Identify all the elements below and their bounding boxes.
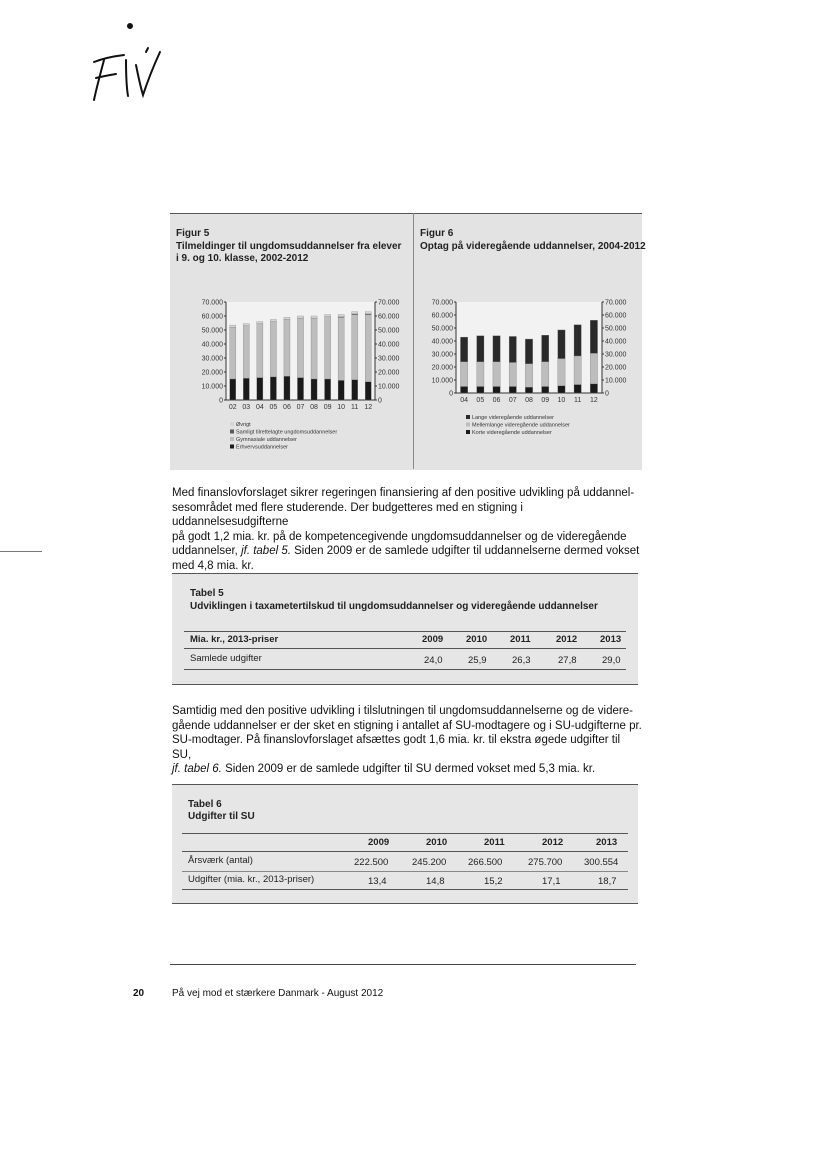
bar-segment (493, 362, 500, 387)
x-tick-label: 04 (255, 404, 264, 411)
y-tick-label-left: 60.000 (431, 312, 453, 320)
bar-segment (574, 325, 581, 356)
paragraph-2-line: Samtidig med den positive udvikling i tilslutningen til ungdomsuddannelserne og de videre- (172, 705, 633, 717)
y-tick-label-right: 40.000 (378, 341, 400, 349)
figure-6-title: Optag på videregående uddannelser, 2004-2012 (420, 241, 646, 252)
table-6-row-label: Udgifter (mia. kr., 2013-priser) (188, 874, 315, 885)
legend-label: Korte videregående uddannelser (472, 430, 552, 436)
bar-segment (311, 318, 317, 379)
bar-segment (243, 324, 249, 326)
paragraph-1-text: Siden 2009 er de samlede udgifter til uddannelserne dermed vokset (290, 545, 640, 557)
bar-segment (230, 379, 236, 400)
handwritten-initials (86, 20, 176, 110)
x-tick-label: 05 (476, 397, 485, 404)
paragraph-2-line: SU-modtager. På finanslovforslaget afsættes godt 1,6 mia. kr. til ekstra øgede udgifter til SU, (172, 734, 621, 761)
table-6-rule (182, 851, 628, 852)
bar-segment (257, 378, 263, 400)
table-6-cell: 222.500 (354, 857, 389, 868)
bar-segment (230, 325, 236, 327)
figure-5-title-line-1: Tilmeldinger til ungdomsuddannelser fra elever (176, 241, 402, 252)
bar-segment (243, 326, 249, 379)
paragraph-1-line: Med finanslovforslaget sikrer regeringen finansiering af den positive udvikling på uddannel- (172, 487, 635, 499)
legend-swatch (230, 422, 234, 426)
bar-segment (542, 335, 549, 362)
bar-segment (460, 362, 467, 387)
table-5-year: 2013 (600, 634, 622, 645)
table-5-year: 2011 (510, 634, 531, 645)
bar-segment (284, 317, 290, 319)
y-tick-label-right: 20.000 (378, 369, 400, 377)
bar-segment (352, 315, 358, 380)
y-tick-label-left: 0 (449, 390, 453, 398)
x-tick-label: 08 (525, 397, 533, 404)
y-tick-label-right: 0 (378, 397, 382, 405)
x-tick-label: 12 (364, 404, 373, 411)
x-tick-label: 02 (228, 404, 237, 411)
table-6-cell: 245.200 (412, 857, 447, 868)
paragraph-2-text: Siden 2009 er de samlede udgifter til SU dermed vokset med 5,3 mia. kr. (221, 763, 596, 775)
table-5-header-label: Mia. kr., 2013-priser (190, 634, 279, 645)
legend-label: Øvrigt (236, 422, 251, 428)
figure-5-chart (172, 290, 410, 466)
paragraph-1-text: uddannelser, (172, 545, 242, 557)
table-6-rule (182, 871, 628, 872)
y-tick-label-left: 30.000 (431, 351, 453, 359)
bar-segment (525, 387, 532, 393)
table-5-rule (184, 631, 626, 632)
table-6-cell: 17,1 (542, 876, 561, 887)
table-5-cell: 25,9 (468, 655, 487, 666)
legend-label: Samligt tilrettelagte ungdomsuddannelser (236, 429, 338, 436)
x-tick-label: 10 (337, 404, 346, 411)
bar-segment (590, 320, 597, 353)
bar-segment (284, 320, 290, 377)
bar-segment (297, 318, 303, 378)
paragraph-1-line (172, 544, 642, 559)
y-tick-label-left: 70.000 (201, 299, 223, 307)
table-5 (172, 573, 638, 685)
bar-segment (574, 356, 581, 385)
y-tick-label-left: 50.000 (431, 325, 453, 333)
legend-label: Lange videregående uddannelser (472, 415, 554, 421)
y-tick-label-left: 40.000 (201, 341, 223, 349)
y-tick-label-right: 50.000 (378, 327, 400, 335)
table-5-cell: 29,0 (602, 655, 621, 666)
table-6-rule (182, 833, 628, 834)
figure-5-label: Figur 5 (176, 228, 210, 239)
bar-segment (542, 387, 549, 394)
figure-5-title-line-2: i 9. og 10. klasse, 2002-2012 (176, 253, 309, 264)
y-tick-label-left: 30.000 (201, 355, 223, 363)
y-tick-label-left: 10.000 (201, 383, 223, 391)
bar-segment (311, 316, 317, 318)
x-tick-label: 11 (574, 397, 582, 404)
x-tick-label: 05 (269, 404, 278, 411)
bar-segment (338, 315, 344, 317)
bar-segment (284, 376, 290, 400)
bar-segment (558, 386, 565, 393)
x-tick-label: 03 (242, 404, 251, 411)
bar-segment (509, 387, 516, 394)
bar-segment (230, 327, 236, 379)
bar-segment (325, 379, 331, 400)
table-6-cell: 300.554 (584, 857, 619, 868)
y-tick-label-right: 30.000 (378, 355, 400, 363)
table-5-year: 2009 (422, 634, 444, 645)
x-tick-label: 09 (541, 397, 550, 404)
y-tick-label-right: 10.000 (378, 383, 400, 391)
table-6 (172, 784, 638, 904)
bar-segment (460, 387, 467, 394)
bar-segment (338, 380, 344, 400)
table-5-rule (184, 669, 626, 670)
table-6-cell: 18,7 (598, 876, 617, 887)
footer-text: På vej mod et stærkere Danmark - August 2012 (172, 988, 384, 999)
y-tick-label-left: 20.000 (201, 369, 223, 377)
legend-label: Mellemlange videregående uddannelser (472, 422, 570, 429)
bar-segment (590, 384, 597, 393)
bar-segment (574, 385, 581, 393)
bar-segment (297, 316, 303, 318)
margin-mark (0, 551, 42, 552)
bar-segment (338, 317, 344, 380)
x-tick-label: 09 (323, 404, 332, 411)
bar-segment (311, 379, 317, 400)
bar-segment (352, 380, 358, 400)
table-5-title: Udviklingen i taxametertilskud til ungdomsuddannelser og videregående uddannelser (190, 601, 598, 612)
bar-segment (477, 387, 484, 394)
table-6-cell: 15,2 (484, 876, 503, 887)
y-tick-label-right: 40.000 (605, 338, 627, 346)
bar-segment (257, 324, 263, 378)
bar-segment (493, 387, 500, 394)
table-6-cell: 13,4 (368, 876, 387, 887)
paragraph-2-line: gående uddannelser er der sket en stigning i antallet af SU-modtagere og i SU-udgifterne pr. (172, 719, 642, 732)
legend-swatch (230, 430, 234, 434)
table-6-reference: jf. tabel 6. (172, 763, 222, 775)
table-6-cell: 14,8 (426, 876, 445, 887)
y-tick-label-left: 40.000 (431, 338, 453, 346)
footer-rule (170, 964, 636, 965)
x-tick-label: 06 (283, 404, 291, 411)
x-tick-label: 08 (310, 404, 318, 411)
legend-label: Gymnasiale uddannelser (236, 437, 297, 443)
paragraph-2-line (172, 762, 642, 777)
y-tick-label-left: 60.000 (201, 313, 223, 321)
y-tick-label-left: 70.000 (431, 299, 453, 307)
y-tick-label-right: 70.000 (605, 299, 627, 307)
handwriting-signature (86, 20, 176, 110)
table-6-rule (182, 889, 628, 890)
bar-segment (509, 362, 516, 386)
bar-segment (325, 317, 331, 379)
table-6-year: 2013 (596, 837, 618, 848)
paragraph-1-line: sesområdet med flere studerende. Der budgetteres med en stigning i uddannelsesudgifterne (172, 501, 523, 528)
bar-segment (509, 336, 516, 362)
bar-segment (477, 362, 484, 387)
x-tick-label: 07 (508, 397, 517, 404)
table-6-year: 2011 (484, 837, 505, 848)
y-tick-label-right: 60.000 (605, 312, 627, 320)
table-6-cell: 275.700 (528, 857, 563, 868)
table-5-year: 2010 (466, 634, 488, 645)
bar-segment (542, 362, 549, 387)
bar-segment (590, 353, 597, 384)
legend-swatch (466, 423, 470, 427)
bar-segment (270, 377, 276, 400)
y-tick-label-left: 0 (219, 397, 223, 405)
x-tick-label: 10 (557, 397, 566, 404)
y-tick-label-right: 30.000 (605, 351, 627, 359)
x-tick-label: 11 (351, 404, 359, 411)
bar-segment (460, 337, 467, 362)
bar-segment (365, 382, 371, 400)
legend-swatch (466, 415, 470, 419)
y-tick-label-right: 0 (605, 390, 609, 398)
x-tick-label: 07 (296, 404, 305, 411)
bar-segment (325, 315, 331, 317)
y-tick-label-right: 60.000 (378, 313, 400, 321)
bar-segment (525, 364, 532, 387)
y-tick-label-left: 20.000 (431, 364, 453, 372)
table-5-reference: jf. tabel 5. (241, 545, 291, 557)
paragraph-1-line: på godt 1,2 mia. kr. på de kompetencegivende ungdomsuddannelser og de videregående (172, 530, 627, 543)
bar-segment (477, 336, 484, 362)
y-tick-label-left: 10.000 (431, 377, 453, 385)
bar-segment (297, 378, 303, 400)
y-tick-label-right: 10.000 (605, 377, 627, 385)
x-tick-label: 12 (589, 397, 598, 404)
bar-segment (493, 336, 500, 362)
table-6-year: 2010 (426, 837, 448, 848)
table-5-rule (184, 648, 626, 649)
paragraph-1-line: med 4,8 mia. kr. (172, 559, 254, 572)
y-tick-label-right: 50.000 (605, 325, 627, 333)
bar-segment (352, 312, 358, 314)
legend-swatch (466, 430, 470, 434)
bar-segment (270, 320, 276, 322)
figure-divider (413, 213, 414, 469)
bar-segment (558, 359, 565, 386)
bar-segment (558, 330, 565, 359)
table-5-cell: 27,8 (558, 655, 577, 666)
legend-swatch (230, 437, 234, 441)
figure-6-chart (416, 290, 640, 460)
bar-segment (243, 378, 249, 400)
paragraph-1 (172, 486, 642, 573)
x-tick-label: 06 (492, 397, 501, 404)
bar-segment (525, 339, 532, 364)
table-5-cell: 24,0 (424, 655, 443, 666)
table-5-row-label: Samlede udgifter (190, 653, 262, 664)
bar-segment (257, 322, 263, 324)
table-6-year: 2012 (542, 837, 564, 848)
legend-swatch (230, 445, 234, 449)
y-tick-label-right: 20.000 (605, 364, 627, 372)
legend-label: Erhvervsuddannelser (236, 444, 288, 451)
y-tick-label-left: 50.000 (201, 327, 223, 335)
figure-6-label: Figur 6 (420, 228, 454, 239)
table-6-row-label: Årsværk (antal) (188, 855, 253, 866)
paragraph-2 (172, 704, 642, 777)
table-5-cell: 26,3 (512, 655, 531, 666)
y-tick-label-right: 70.000 (378, 299, 400, 307)
table-5-year: 2012 (556, 634, 578, 645)
bar-segment (365, 312, 371, 314)
table-6-label: Tabel 6 (188, 799, 222, 810)
bar-segment (270, 322, 276, 377)
page-number: 20 (133, 988, 145, 999)
table-6-cell: 266.500 (468, 857, 503, 868)
x-tick-label: 04 (460, 397, 469, 404)
bar-segment (365, 315, 371, 382)
table-6-year: 2009 (368, 837, 390, 848)
table-5-label: Tabel 5 (190, 588, 224, 599)
table-6-title: Udgifter til SU (188, 811, 255, 822)
